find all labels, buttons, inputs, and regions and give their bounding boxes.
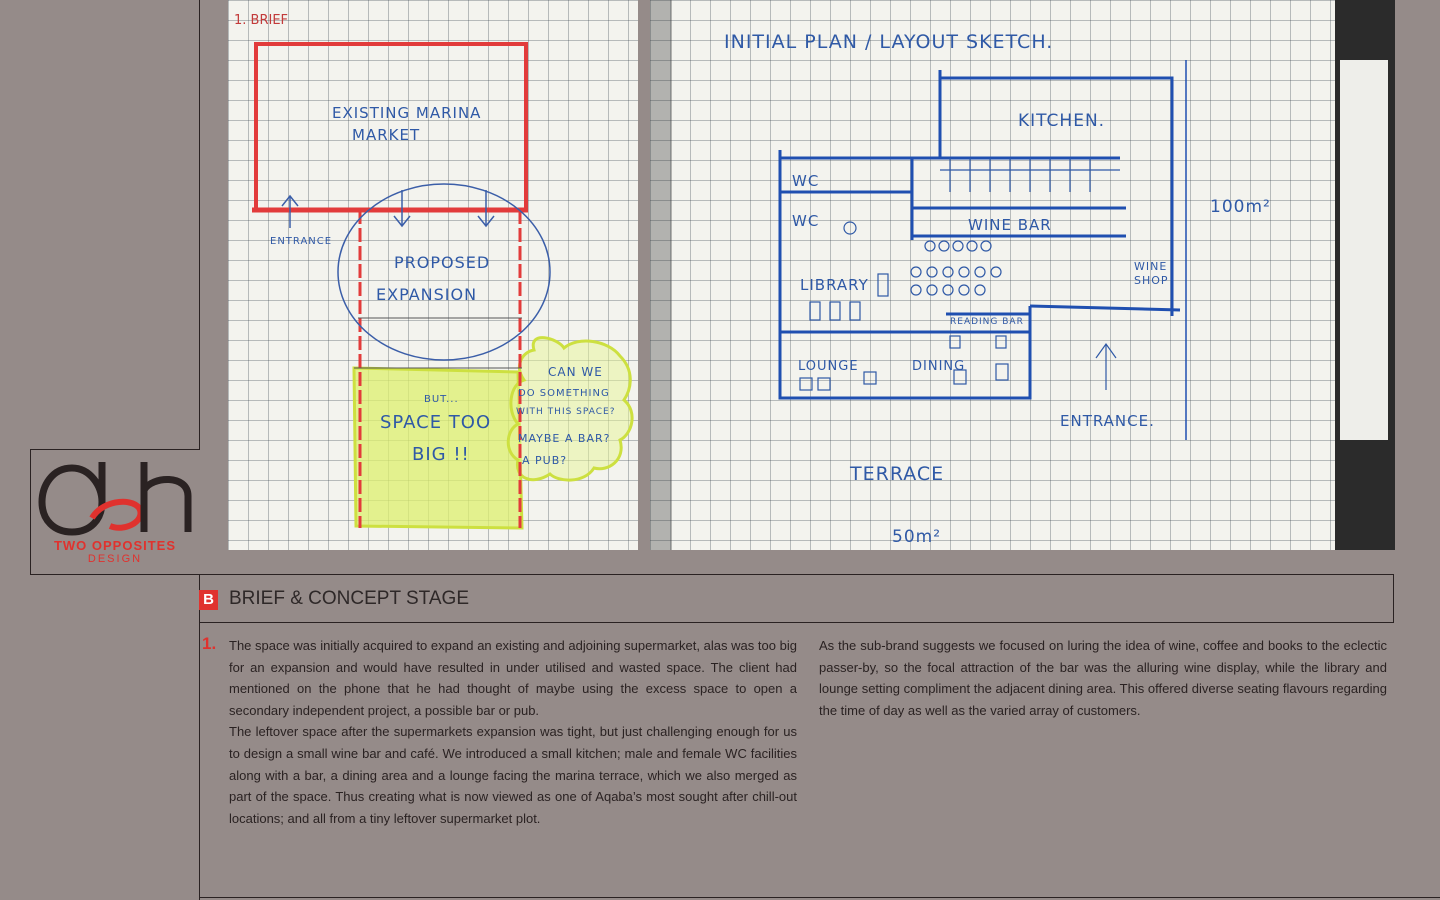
- layout-sketch-photo: [650, 0, 1395, 550]
- section-title: BRIEF & CONCEPT STAGE: [229, 588, 470, 609]
- frame-line-logo-bottom: [30, 574, 200, 575]
- kitchen-label: KITCHEN.: [1018, 111, 1106, 131]
- section-badge: B: [199, 590, 218, 610]
- item-number: 1.: [202, 634, 217, 653]
- dining-label: DINING: [912, 359, 966, 374]
- paragraph-left-1: The space was initially acquired to expand an existing and adjoining supermarket, alas was too big for an expansion and would have resulted in under utilised and wasted space. The client had mentioned on the phone that he had thought of maybe using the excess space to open a secondary independent project, a possible bar or pub.: [229, 638, 797, 718]
- logo-monogram-icon: [32, 456, 198, 538]
- area-100-label: 100m²: [1210, 197, 1271, 217]
- frame-line-bottom: [199, 897, 1440, 898]
- bubble-text-5: A PUB?: [522, 454, 568, 467]
- bubble-text-2: DO SOMETHING: [518, 388, 610, 399]
- terrace-label: TERRACE: [850, 463, 945, 485]
- wine-shop-label-2: SHOP: [1134, 274, 1169, 287]
- lounge-label: LOUNGE: [798, 359, 859, 374]
- area-50-label: 50m²: [892, 527, 942, 547]
- library-label: LIBRARY: [800, 276, 869, 294]
- but-label: BUT...: [424, 394, 459, 405]
- reading-bar-label: READING BAR: [950, 317, 1024, 327]
- existing-market-label-2: MARKET: [352, 126, 421, 144]
- paragraph-left-2: The leftover space after the supermarkets expansion was tight, but just challenging enough for us to design a small wine bar and café. We introduced a small kitchen; male and female WC facilities along with a bar, a dining area and a lounge facing the marina terrace, which we also merged as part of the space. Thus creating what is now viewed as one of Aqaba’s most sought after chill-out locations; and all from a tiny leftover supermarket plot.: [229, 724, 797, 826]
- logo-name: TWO OPPOSITES: [53, 538, 177, 553]
- content-column-right: [819, 635, 1387, 721]
- layout-sketch-drawing: [650, 0, 1395, 550]
- frame-line-logo-top: [30, 449, 200, 450]
- brief-label: 1. BRIEF: [234, 13, 289, 28]
- wc-label-2: WC: [792, 212, 820, 230]
- layout-title: INITIAL PLAN / LAYOUT SKETCH.: [724, 31, 1054, 53]
- paragraph-right-1: As the sub-brand suggests we focused on luring the idea of wine, coffee and books to the eclectic passer-by, so the focal attraction of the bar was the alluring wine display, while the library and lounge setting compliment the adjacent dining area. This offered diverse seating flavours regarding the time of day as well as the varied array of customers.: [819, 638, 1387, 718]
- bubble-text-4: MAYBE A BAR?: [518, 432, 611, 445]
- wc-label-1: WC: [792, 172, 820, 190]
- bubble-text-3: WITH THIS SPACE?: [516, 407, 616, 417]
- space-too-big-label-2: BIG !!: [412, 444, 470, 465]
- existing-market-label-1: EXISTING MARINA: [332, 104, 482, 122]
- bubble-text-1: CAN WE: [548, 365, 603, 379]
- brief-sketch-photo: [228, 0, 638, 550]
- entrance-label-right: ENTRANCE.: [1060, 412, 1155, 430]
- two-opposites-logo: [32, 456, 198, 568]
- proposed-label-1: PROPOSED: [394, 253, 491, 272]
- entrance-label: ENTRANCE: [270, 236, 333, 247]
- logo-subtitle: DESIGN: [87, 553, 143, 565]
- proposed-label-2: EXPANSION: [376, 285, 478, 304]
- frame-line-logo-left: [30, 449, 31, 575]
- brief-sketch-drawing: [228, 0, 638, 550]
- space-too-big-label-1: SPACE TOO: [380, 412, 492, 433]
- wine-bar-label: WINE BAR: [968, 216, 1052, 234]
- content-column-left: [229, 635, 797, 829]
- frame-line-top-left-vertical: [199, 0, 200, 450]
- wine-shop-label-1: WINE: [1134, 260, 1168, 273]
